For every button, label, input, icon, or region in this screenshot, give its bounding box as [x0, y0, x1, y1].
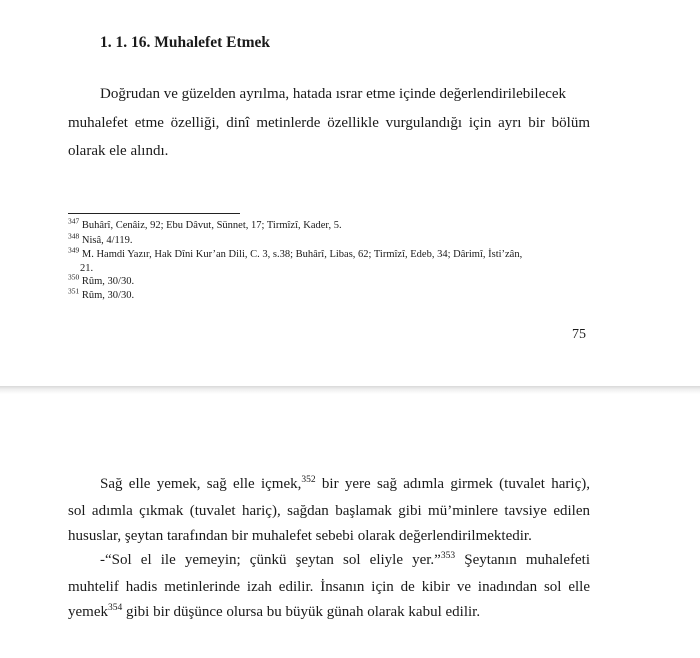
paragraph-line: -“Sol el ile yemeyin; çünkü şeytan sol eliyle yer.”$^{353}$ Şeytanın muhalefeti	[100, 551, 590, 568]
paragraph-line: muhtelif hadis metinlerinde izah edilir. İnsanın için de kibir ve inadından sol elle	[68, 579, 590, 595]
footnote-separator	[68, 213, 240, 214]
page-76	[0, 394, 700, 658]
paragraph-line: hususlar, şeytan tarafından bir muhalefet sebebi olarak değerlendirilmektedir.	[68, 528, 532, 544]
paragraph-line: olarak ele alındı.	[68, 143, 169, 159]
footnote: $^{347}$ Buhârî, Cenâiz, 92; Ebu Dâvut, Sünnet, 17; Tirmîzî, Kader, 5.	[68, 216, 342, 231]
paragraph-line: Sağ elle yemek, sağ elle içmek,$^{352}$ bir yere sağ adımla girmek (tuvalet hariç),	[100, 475, 590, 492]
footnote: $^{348}$ Nisâ, 4/119.	[68, 231, 133, 246]
footnote: $^{350}$ Rûm, 30/30.	[68, 272, 135, 287]
page-divider	[0, 386, 700, 394]
footnote: $^{349}$ M. Hamdi Yazır, Hak Dîni Kur’an Dili, C. 3, s.38; Buhârî, Libas, 62; Tirmîzî, Edeb, 34; Dârimî, İsti’zân,	[68, 245, 523, 260]
footnote: $^{351}$ Rûm, 30/30.	[68, 286, 135, 301]
paragraph-line: sol adımla çıkmak (tuvalet hariç), sağdan başlamak gibi mü’minlere tavsiye edilen	[68, 503, 590, 519]
section-heading: 1. 1. 16. Muhalefet Etmek	[100, 34, 271, 51]
footnote-continuation: 21.	[80, 263, 94, 274]
paragraph-line: Doğrudan ve güzelden ayrılma, hatada ısrar etme içinde değerlendirilebilecek	[100, 86, 567, 102]
page-number: 75	[572, 327, 586, 342]
paragraph-line: yemek$^{354}$ gibi bir düşünce olursa bu büyük günah olarak kabul edilir.	[68, 603, 481, 620]
paragraph-line: muhalefet etme özelliği, dinî metinlerde özellikle vurgulandığı için ayrı bir bölüm	[68, 115, 590, 131]
